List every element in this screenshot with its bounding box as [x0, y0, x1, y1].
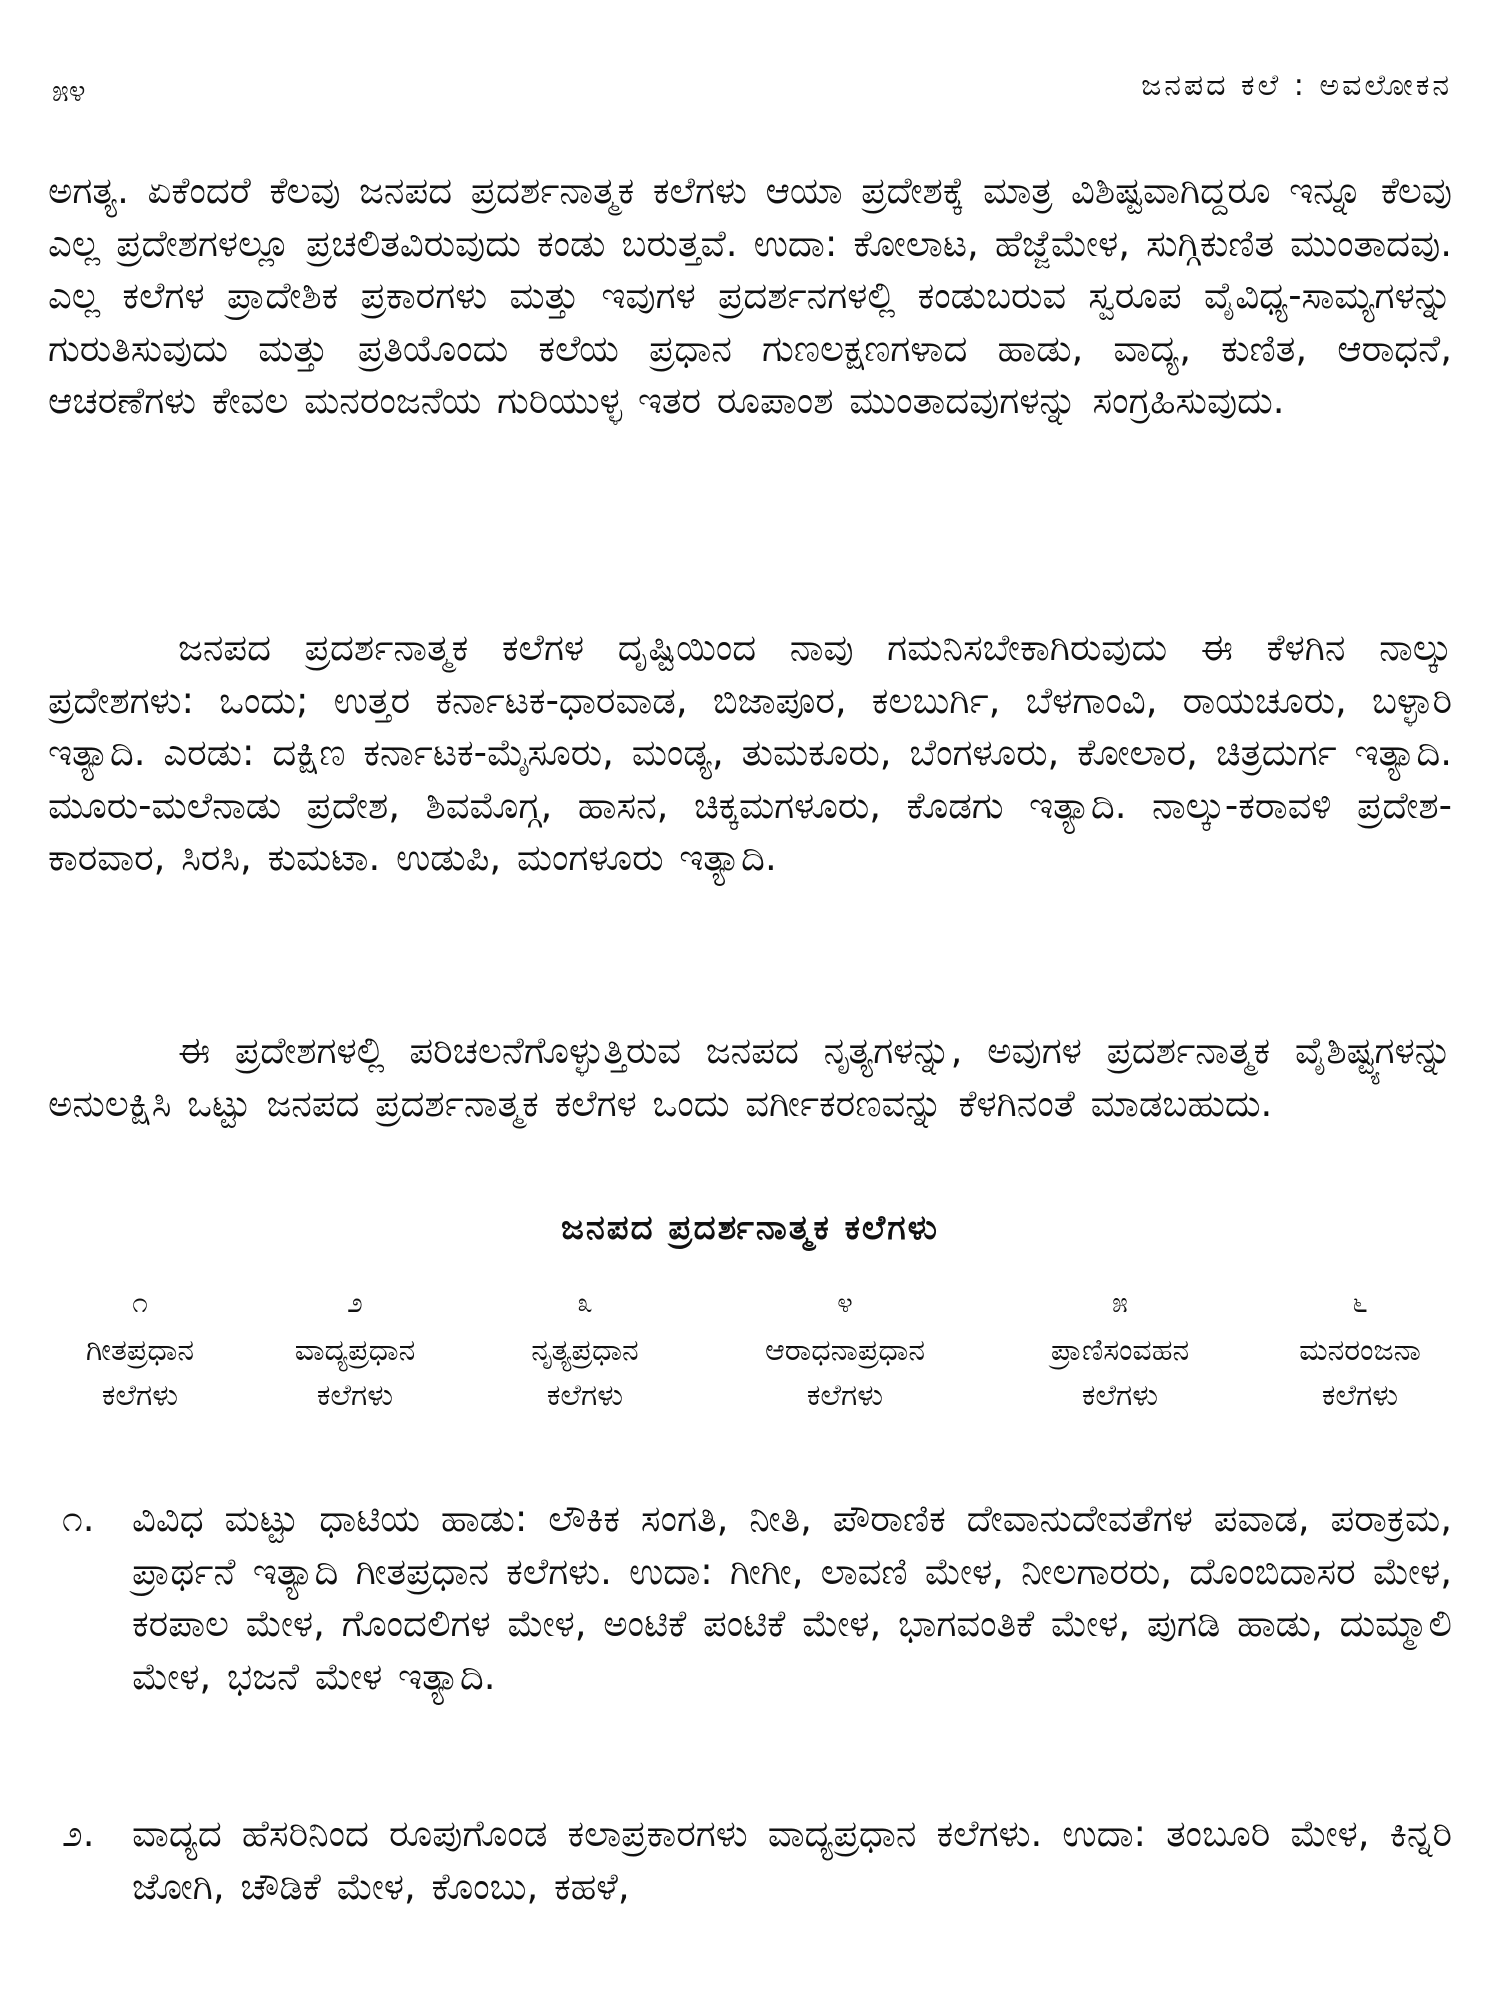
category-word: ಕಲೆಗಳು	[546, 1378, 624, 1413]
running-title: ಜನಪದ ಕಲೆ : ಅವಲೋಕನ	[1141, 68, 1452, 103]
category-word: ಕಲೆಗಳು	[1321, 1378, 1399, 1413]
category-2	[250, 1280, 460, 1418]
category-word: ಕಲೆಗಳು	[1081, 1378, 1159, 1413]
category-number: ೨	[347, 1286, 363, 1319]
list-item-number: ೧.	[62, 1497, 95, 1540]
category-number: ೬	[1352, 1286, 1368, 1319]
category-word: ಕಲೆಗಳು	[101, 1378, 179, 1413]
list-item	[62, 1808, 1452, 1913]
category-word: ಕಲೆಗಳು	[806, 1378, 884, 1413]
category-1	[40, 1280, 240, 1418]
list-item-number: ೨.	[62, 1812, 95, 1855]
category-number: ೪	[837, 1286, 853, 1319]
paragraph-2: ಜನಪದ ಪ್ರದರ್ಶನಾತ್ಮಕ ಕಲೆಗಳ ದೃಷ್ಟಿಯಿಂದ ನಾವು ಗಮನಿಸಬೇಕಾಗಿರುವುದು ಈ ಕೆಳಗಿನ ನಾಲ್ಕು ಪ್ರದೇಶಗಳು: ಒಂದು; ಉತ್ತರ ಕರ್ನಾಟಕ-ಧಾರವಾಡ, ಬಿಜಾಪೂರ, ಕಲಬುರ್ಗಿ, ಬೆಳಗಾಂವಿ, ರಾಯಚೂರು, ಬಳ್ಳಾರಿ ಇತ್ಯಾದಿ. ಎರಡು: ದಕ್ಷಿಣ ಕರ್ನಾಟಕ-ಮೈಸೂರು, ಮಂಡ್ಯ, ತುಮಕೂರು, ಬೆಂಗಳೂರು, ಕೋಲಾರ, ಚಿತ್ರದುರ್ಗ ಇತ್ಯಾದಿ. ಮೂರು-ಮಲೆನಾಡು ಪ್ರದೇಶ, ಶಿವಮೊಗ್ಗ, ಹಾಸನ, ಚಿಕ್ಕಮಗಳೂರು, ಕೊಡಗು ಇತ್ಯಾದಿ. ನಾಲ್ಕು-ಕರಾವಳಿ ಪ್ರದೇಶ-ಕಾರವಾರ, ಸಿರಸಿ, ಕುಮಟಾ. ಉಡುಪಿ, ಮಂಗಳೂರು ಇತ್ಯಾದಿ.	[48, 626, 1452, 879]
category-name: ಆರಾಧನಾಪ್ರಧಾನ	[764, 1333, 926, 1368]
paragraph-3: ಈ ಪ್ರದೇಶಗಳಲ್ಲಿ ಪರಿಚಲನೆಗೊಳ್ಳುತ್ತಿರುವ ಜನಪದ ನೃತ್ಯಗಳನ್ನು, ಅವುಗಳ ಪ್ರದರ್ಶನಾತ್ಮಕ ವೈಶಿಷ್ಟ್ಯಗಳನ್ನು ಅನುಲಕ್ಷಿಸಿ ಒಟ್ಟು ಜನಪದ ಪ್ರದರ್ಶನಾತ್ಮಕ ಕಲೆಗಳ ಒಂದು ವರ್ಗೀಕರಣವನ್ನು ಕೆಳಗಿನಂತೆ ಮಾಡಬಹುದು.	[48, 1029, 1452, 1125]
paragraph-1: ಅಗತ್ಯ. ಏಕೆಂದರೆ ಕೆಲವು ಜನಪದ ಪ್ರದರ್ಶನಾತ್ಮಕ ಕಲೆಗಳು ಆಯಾ ಪ್ರದೇಶಕ್ಕೆ ಮಾತ್ರ ವಿಶಿಷ್ಟವಾಗಿದ್ದರೂ ಇನ್ನೂ ಕೆಲವು ಎಲ್ಲ ಪ್ರದೇಶಗಳಲ್ಲೂ ಪ್ರಚಲಿತವಿರುವುದು ಕಂಡು ಬರುತ್ತವೆ. ಉದಾ: ಕೋಲಾಟ, ಹೆಜ್ಜೆಮೇಳ, ಸುಗ್ಗಿಕುಣಿತ ಮುಂತಾದವು. ಎಲ್ಲ ಕಲೆಗಳ ಪ್ರಾದೇಶಿಕ ಪ್ರಕಾರಗಳು ಮತ್ತು ಇವುಗಳ ಪ್ರದರ್ಶನಗಳಲ್ಲಿ ಕಂಡುಬರುವ ಸ್ವರೂಪ ವೈವಿಧ್ಯ-ಸಾಮ್ಯಗಳನ್ನು ಗುರುತಿಸುವುದು ಮತ್ತು ಪ್ರತಿಯೊಂದು ಕಲೆಯ ಪ್ರಧಾನ ಗುಣಲಕ್ಷಣಗಳಾದ ಹಾಡು, ವಾದ್ಯ, ಕುಣಿತ, ಆರಾಧನೆ, ಆಚರಣೆಗಳು ಕೇವಲ ಮನರಂಜನೆಯ ಗುರಿಯುಳ್ಳ ಇತರ ರೂಪಾಂಶ ಮುಂತಾದವುಗಳನ್ನು ಸಂಗ್ರಹಿಸುವುದು.	[48, 169, 1452, 422]
category-name: ಗೀತಪ್ರಧಾನ	[85, 1333, 195, 1368]
list-item-text: ವಿವಿಧ ಮಟ್ಟು ಧಾಟಿಯ ಹಾಡು: ಲೌಕಿಕ ಸಂಗತಿ, ನೀತಿ, ಪೌರಾಣಿಕ ದೇವಾನುದೇವತೆಗಳ ಪವಾಡ, ಪರಾಕ್ರಮ, ಪ್ರಾರ್ಥನೆ ಇತ್ಯಾದಿ ಗೀತಪ್ರಧಾನ ಕಲೆಗಳು. ಉದಾ: ಗೀಗೀ, ಲಾವಣಿ ಮೇಳ, ನೀಲಗಾರರು, ದೊಂಬಿದಾಸರ ಮೇಳ, ಕರಪಾಲ ಮೇಳ, ಗೊಂದಲಿಗಳ ಮೇಳ, ಅಂಟಿಕೆ ಪಂಟಿಕೆ ಮೇಳ, ಭಾಗವಂತಿಕೆ ಮೇಳ, ಪುಗಡಿ ಹಾಡು, ದುಮ್ಮಾಲಿ ಮೇಳ, ಭಜನೆ ಮೇಳ ಇತ್ಯಾದಿ.	[132, 1497, 1452, 1698]
category-name: ವಾದ್ಯಪ್ರಧಾನ	[294, 1333, 416, 1368]
list-item	[62, 1493, 1452, 1703]
category-name: ಪ್ರಾಣಿಸಂವಹನ	[1050, 1333, 1190, 1368]
page-number: ೫೪	[52, 74, 86, 109]
category-number: ೧	[132, 1286, 148, 1319]
list-item-text: ವಾದ್ಯದ ಹೆಸರಿನಿಂದ ರೂಪುಗೊಂಡ ಕಲಾಪ್ರಕಾರಗಳು ವಾದ್ಯಪ್ರಧಾನ ಕಲೆಗಳು. ಉದಾ: ತಂಬೂರಿ ಮೇಳ, ಕಿನ್ನರಿ ಜೋಗಿ, ಚೌಡಿಕೆ ಮೇಳ, ಕೊಂಬು, ಕಹಳೆ,	[132, 1812, 1452, 1908]
category-word: ಕಲೆಗಳು	[316, 1378, 394, 1413]
category-5	[1000, 1280, 1240, 1418]
category-6	[1250, 1280, 1470, 1418]
category-number: ೫	[1112, 1286, 1128, 1319]
category-4	[715, 1280, 975, 1418]
category-number: ೩	[577, 1286, 593, 1319]
category-3	[480, 1280, 690, 1418]
category-name: ಮನರಂಜನಾ	[1299, 1333, 1421, 1368]
classification-title: ಜನಪದ ಪ್ರದರ್ಶನಾತ್ಮಕ ಕಲೆಗಳು	[561, 1208, 939, 1248]
category-name: ನೃತ್ಯಪ್ರಧಾನ	[531, 1333, 639, 1368]
